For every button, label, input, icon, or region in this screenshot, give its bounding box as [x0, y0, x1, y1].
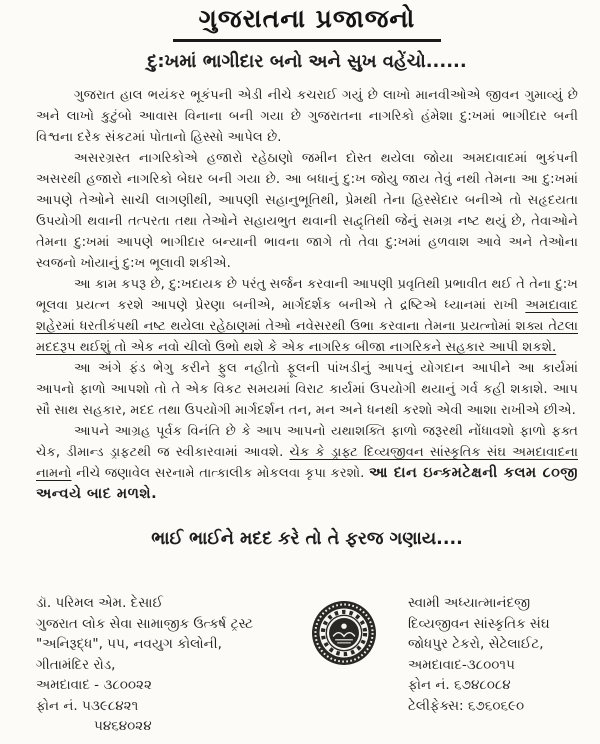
sangh-telefax: ટેલીફેક્સ: ૬૭૬૦૬૯૦	[408, 697, 525, 714]
trust-org-name: ગુજરાત લોક સેવા સામાજીક ઉત્કર્ષ ટ્રસ્ટ	[36, 615, 254, 632]
sangh-address-block	[400, 593, 578, 716]
organization-seal-icon	[310, 599, 378, 667]
paragraph-5	[36, 421, 578, 505]
footer	[36, 593, 578, 737]
paragraph-5-lead: આપને આગ્રહ પૂર્વક વિનંતિ છે કે આપ આપનો યથાશક્તિ ફાળો જરૂરથી નોંધાવશો ફાળો ફક્ત ચેક, ડીમાન્ડ ડ્રાફટથી જ સ્વીકારવામાં આવશે.	[36, 424, 578, 460]
paragraph-5-mid: નીચે જણાવેલ સરનામે તાત્કાલીક મોકલવા કૃપા કરશો.	[71, 466, 369, 481]
document-subtitle: દુ:ખમાં ભાગીદાર બનો અને સુખ વહેંચો......	[147, 51, 467, 72]
seal-container	[288, 593, 400, 667]
paragraph-1: ગુજરાત હાલ ભયંકર ભૂકંપની એડી નીચે કચરાઈ ગયું છે લાખો માનવીઓએ જીવન ગુમાવ્યું છે અને લાખો કુટુંબો આવાસ વિનાના બની ગયા છે ગુજરાતના નાગરિકો હંમેશા દુ:ખમાં ભાગીદાર બની વિશ્વના દરેક સંકટમાં પોતાનો હિસ્સો આપેલ છે.	[36, 88, 578, 145]
paragraph-3-lead: આ કામ કપરૂ છે, દુ:ખદાયક છે પરંતુ સર્જન કરવાની આપણી પ્રવૃતિથી પ્રભાવીત થઈ તે તેના દુ:ખ ભૂલવા પ્રયત્ન કરશે આપણે પ્રેરણા બનીએ, માર્ગદર્શક બનીએ તે દ્રષ્ટિએ ધ્યાનમાં રાખી	[36, 277, 578, 313]
trust-address-line-2: ગીતામંદિર રોડ,	[36, 656, 116, 673]
sangh-city-pincode: અમદાવાદ-૩૮૦૦૧૫	[408, 656, 515, 673]
trust-phone-2: ૫૪૬૪૦૨૪	[94, 718, 152, 734]
page-title: ગુજરાતના પ્રજાજનો	[173, 4, 442, 42]
paragraph-3	[36, 274, 578, 358]
sangh-org-name: દિવ્યજીવન સાંસ્કૃતિક સંઘ	[408, 615, 550, 632]
sangh-contact-name: સ્વામી અધ્યાત્માનંદજી	[408, 595, 531, 611]
paragraph-5-tax-note: આ દાન ઇન્કમટેક્ષની કલમ ૮૦જી અન્વયે બાદ મળશે.	[36, 465, 578, 502]
trust-city-pincode: અમદાવાદ - ૩૮૦૦૨૨	[36, 677, 152, 693]
trust-phone-1: ફોન નં. ૫૩૯૮૪૨૧	[36, 697, 139, 714]
sangh-address-line-1: જોધપુર ટેકરો, સેટેલાઈટ,	[408, 636, 544, 652]
paragraph-4: આ અંગે ફંડ ભેગુ કરીને ફુલ નહીતો ફૂલની પાંખડીનું આપનું યોગદાન આપીને આ કાર્યમાં આપનો ફાળો આપશો તો તે એક વિકટ સમયમાં વિરાટ કાર્યમાં ઉપયોગી થયાનું ગર્વ કહી શકાશે. આપ સૌ સાથ સહકાર, મદદ તથા ઉપયોગી માર્ગદર્શન તન, મન અને ધનથી કરશો એવી આશા રાખીએ છીએ.	[36, 361, 578, 418]
paragraph-3-underlined-text: અમદાવાદ શહેરમાં ધરતીકંપથી નષ્ટ થયેલા રહેઠાણમાં તેઓ નવેસરથી ઉભા કરવાના તેમના પ્રયત્નોમાં શક્ય તેટલા મદદરૂપ થઈશું તો એક નવો ચીલો ઉભો થશે કે એક નાગરિક બીજા નાગરિકને સહકાર આપી શકશે.	[36, 298, 578, 355]
sangh-phone: ફોન નં. ૬૭૪૮૦૮૪	[408, 677, 511, 693]
closing-slogan: ભાઈ ભાઈને મદદ કરે તો તે ફરજ ગણાય....	[151, 529, 463, 549]
trust-address-line-1: "અનિરૂદ્ધ", ૫૫, નવયુગ કોલોની,	[36, 636, 222, 652]
letter-body	[36, 85, 578, 505]
header	[36, 4, 578, 42]
paragraph-5-underlined-payee: ચેક કે ડ્રાફ્ટ દિવ્યજીવન સાંસ્કૃતિક સંઘ અમદાવાદના નામનો	[36, 445, 578, 481]
trust-address-block	[36, 593, 288, 737]
trust-contact-name: ડૉ. પરિમલ એમ. દેસાઈ	[36, 595, 163, 611]
paragraph-2: અસરગ્રસ્ત નાગરિકોએ હજારો રહેઠાણો જમીન દોસ્ત થયેલા જોયા અમદાવાદમાં ભુકંપની અસરથી હજારો નાગરિકો બેઘર બની ગયા છે. આ બધાનું દુ:ખ જોયુ જાય તેવું નથી તેમના આ દુ:ખમાં આપણે તેઓને સાચી લાગણીથી, આપણી સહાનુભૂતિથી, પ્રેમથી તેના હિસ્સેદાર બનીએ તો સહૃદયતા ઉપયોગી થવાની તત્પરતા તથા તેઓને સહાયભુત થવાની સદ્વૃતિથી જેનું સમગ્ર નષ્ટ થયું છે, તેવાઓને તેમના દુ:ખમાં આપણે ભાગીદાર બન્યાની ભાવના જાગે તો તેવા દુ:ખમાં હળવાશ આવે અને તેઓના સ્વજનો ખોયાનું દુ:ખ ભૂલાવી શકીએ.	[36, 151, 578, 271]
